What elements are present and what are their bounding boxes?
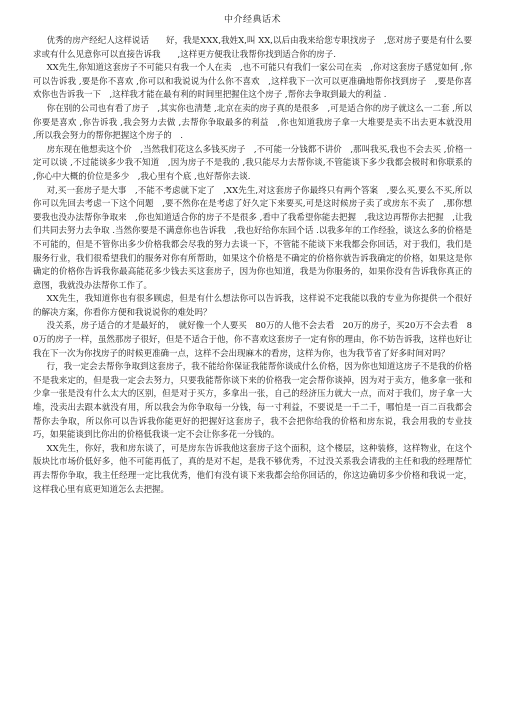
document-body xyxy=(33,35,490,497)
paragraph-concerns: XX先生，我知道你也有很多顾虑，但是有什么想法你可以告诉我，这样说不定我能以我的专业为你提供一个很好的解决方案，你看你方便和我说说你的难处吗？ xyxy=(33,294,472,318)
paragraph-big-decision: 对,买一套房子是大事 ,不能不考虑就下定了 ,XX先生,对这套房子你最终只有两个答案 ,要么买,要么不买,所以你可以先回去考虑一下这个问题 ,要不然你在是考虑了好久定下来要买,可是这时候房子卖了或房东不卖了 ,那你想要我也没办法帮你争取来 ,你也知道适合你的房子不是很多 ,看中了我希望你能去把握 ,我这边再帮你去把握 ,让我们共同去努力去争取 .当然你要是不满意你也告诉我 ,我也好给你东回个话 .以我多年的工作经验，谈这么多的价格是不可能的，但是不管你出多少价格我都会尽我的努力去谈一下，不管能不能谈下来我都会你回话，对于我们，我们是服务行业，我们很希望我们的服务对你有所帮助，如果这个价格是不确定的价格你就告诉我确定的价格，如果这是你确定的价格你告诉我你最高能花多少钱去买这套房子，因为你也知道，我是为你服务的，如果你没有告诉我你真正的意图，我就没办法帮你工作了。 xyxy=(33,185,472,291)
paragraph-price-negotiation: 房东现在他想卖这个价 ,当然我们花这么多钱买房子 ,不可能一分钱都不讲价 ,那叫我买,我也不会去买 ,价格一定可以谈 ,不过能谈多少我不知道 ,因为房子不是我的 ,我只能尽力去帮你谈,不管能谈下多少我都会极时和你联系的 ,你心中大概的价位是多少 ,我心里有个底 ,也好帮你去谈. xyxy=(33,144,490,182)
paragraph-not-only-me: XX先生,你知道这套房子不可能只有我一个人在卖 ,也不可能只有我们一家公司在卖 ,你对这套房子感觉如何 ,你可以告诉我 ,要是你不喜欢 ,你可以和我说说为什么你不喜欢 ,这样我下一次可以更准确地帮你找到房子 ,要是你喜欢你也告诉我一下 ,这样我才能在最有利的时间里把握住这个房子 ,帮你去争取到最大的利益 . xyxy=(33,63,472,101)
document-title: 中介经典话术 xyxy=(223,15,281,25)
paragraph-fight-for-price: 行，我一定会去帮你争取到这套房子，我不能给你保证我能帮你谈成什么价格，因为你也知道这房子不是我的价格不是我来定的，但是我一定会去努力，只要我能帮你谈下来的价格我一定会帮你谈掉，因为对于卖方，他多拿一张和少拿一张是没有什么太大的区别，但是对于买方，多拿出一张，自己的经济压力就大一点，而对于我们，房子拿一大堆，没卖出去跟本就没有用，所以我会为你争取每一分钱，每一寸利益，不要说是一千二千，哪怕是一百二百我都会帮你去争取，所以你可以告诉我你能更好的把握好这套房子，我不会把你给我的价格和房东说，我会用我的专业技巧，如果能谈到比你出的价格低我谈一定不会让你多花一分钱的。 xyxy=(33,362,472,441)
paragraph-owner-reply: XX先生，你好，我和房东谈了，可是房东告诉我他这套房子这个面积，这个楼层，这种装修，这样物业，在这个版块比市场价低好多，他不可能再低了，真的是对不起，是我不够优秀，不过没关系我会请我的主任和我的经理帮忙再去帮你争取，我主任经理一定比我优秀，他们有没有谈下来我都会给你回话的，你这边确切多少价格和我说一定，这样我心里有底更知道怎么去把握。 xyxy=(33,443,472,495)
paragraph-suitable-house: 没关系，房子适合的才是最好的， 就好像一个人要买 80万的人他不会去看 20万的房子，买20万不会去看 80万的房子一样，虽然那房子很好，但是不适合于他，你不喜欢这套房子一定有你的理由，你不妨告诉我，这样也好让我在下一次为你找房子的时候更准确一点，这样不会出现麻木的看房，这样为你，也为我节省了好多时间对吗？ xyxy=(33,321,472,359)
paragraph-other-companies: 你在别的公司也有看了房子 ,其实你也清楚 ,北京在卖的房子真的是很多 ,可是适合你的房子就这么一二套 ,所以你要是喜欢 ,你告诉我 ,我会努力去做 ,去帮你争取最多的利益 ,你也知道我房子拿一大堆要是卖不出去更本就没用 ,所以我会努力的帮你把握这个房子的 . xyxy=(33,103,490,142)
paragraph-intro: 优秀的房产经纪人这样说话 好，我是XXX,我姓X,叫 XX,以后由我来给您专职找房子 ,您对房子要是有什么要求或有什么见意你可以直接告诉我 ,这样更方便我让我帮你找到适合你的房子. xyxy=(33,36,472,60)
